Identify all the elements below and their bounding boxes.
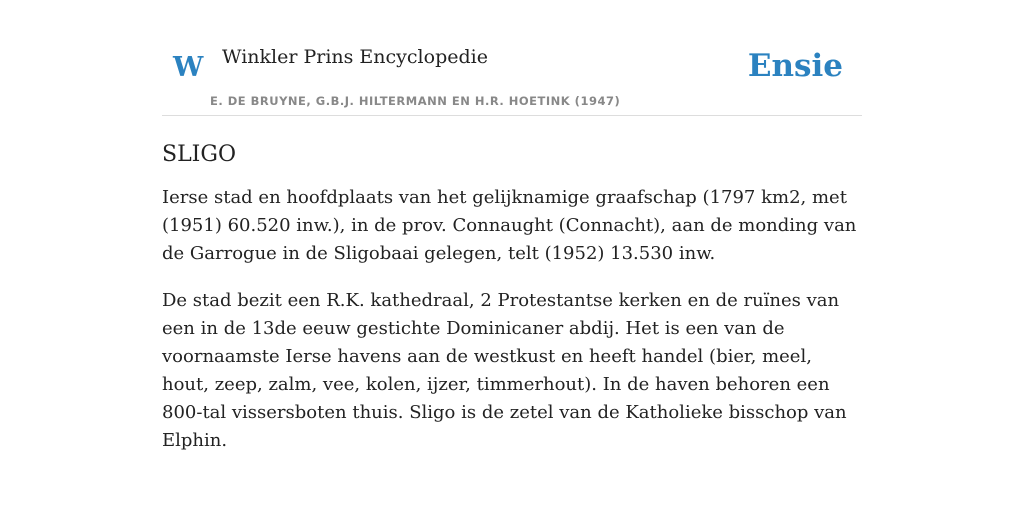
entry-paragraph: Ierse stad en hoofdplaats van het gelijknamige graafschap (1797 km2, met (1951) 60.520 inw.), in de prov. Connaught (Connacht), aan de monding van de Garrogue in de Sligobaai gelegen, telt (1952) 13.530 inw. bbox=[162, 187, 857, 264]
book-authors: E. DE BRUYNE, G.B.J. HILTERMANN EN H.R. HOETINK (1947) bbox=[210, 94, 621, 108]
entry-paragraph: De stad bezit een R.K. kathedraal, 2 Protestantse kerken en de ruïnes van een in de 13de eeuw gestichte Dominicaner abdij. Het is een van de voornaamste Ierse havens aan de westkust en heeft handel (bier, meel, hout, zeep, zalm, vee, kolen, ijzer, timmerhout). In de haven behoren een 800-tal vissersboten thuis. Sligo is de zetel van de Katholieke bisschop van Elphin. bbox=[162, 290, 847, 451]
ensie-logo[interactable]: Ensie bbox=[747, 48, 843, 84]
entry-content bbox=[162, 140, 862, 474]
encyclopedia-logo[interactable]: W bbox=[173, 52, 204, 83]
entry-title: SLIGO bbox=[162, 142, 236, 167]
page-header bbox=[162, 40, 862, 116]
book-title-link[interactable]: Winkler Prins Encyclopedie bbox=[222, 46, 488, 68]
